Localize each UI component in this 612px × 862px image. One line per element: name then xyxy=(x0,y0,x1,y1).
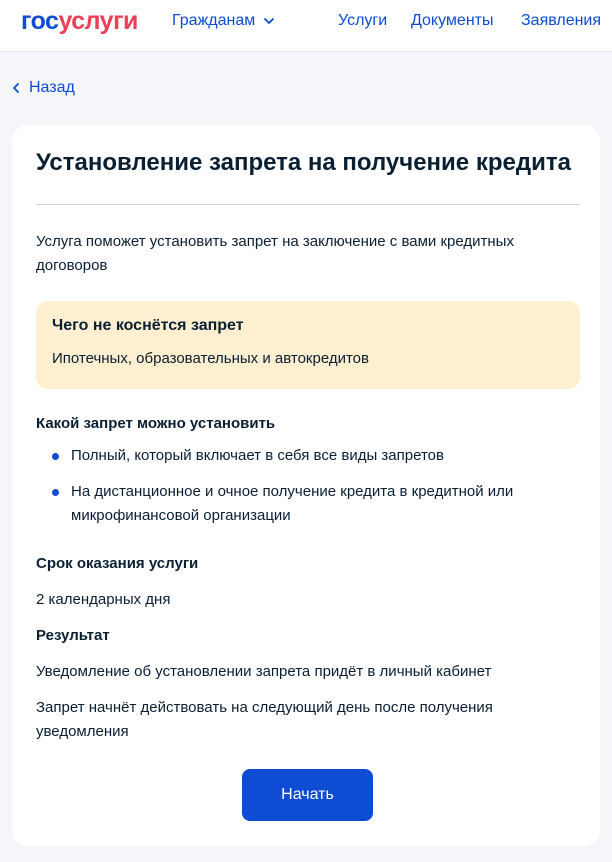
page-title: Установление запрета на получение кредита xyxy=(36,149,571,176)
list-item-text: Полный, который включает в себя все виды запретов xyxy=(71,447,444,464)
citizens-menu[interactable] xyxy=(172,12,275,30)
logo-part-uslugi: услуги xyxy=(58,7,138,35)
bullet-dot-icon xyxy=(52,489,59,496)
top-header xyxy=(0,0,612,52)
back-link[interactable] xyxy=(12,79,75,97)
result-line-2: Запрет начнёт действовать на следующий день после получения уведомления xyxy=(36,699,493,740)
service-description: Услуга поможет установить запрет на заключение с вами кредитных договоров xyxy=(36,233,514,274)
term-value: 2 календарных дня xyxy=(36,591,171,608)
ban-types-heading: Какой запрет можно установить xyxy=(36,415,276,432)
list-item xyxy=(36,480,556,528)
service-card xyxy=(12,125,600,846)
term-heading: Срок оказания услуги xyxy=(36,555,199,572)
notice-title: Чего не коснётся запрет xyxy=(52,317,244,334)
ban-types-list xyxy=(36,444,556,540)
nav-applications[interactable]: Заявления xyxy=(521,12,602,29)
result-heading: Результат xyxy=(36,627,110,644)
logo-part-gos: гос xyxy=(21,7,59,35)
result-line-1: Уведомление об установлении запрета придёт в личный кабинет xyxy=(36,663,492,680)
back-link-label: Назад xyxy=(29,79,75,96)
title-divider xyxy=(36,204,580,205)
start-button[interactable]: Начать xyxy=(242,769,373,821)
list-item-text: На дистанционное и очное получение кредита в кредитной или микрофинансовой организации xyxy=(71,483,514,524)
notice-text: Ипотечных, образовательных и автокредитов xyxy=(52,350,369,367)
chevron-down-icon xyxy=(263,15,275,27)
nav-documents[interactable]: Документы xyxy=(411,12,494,29)
citizens-menu-label: Гражданам xyxy=(172,12,256,29)
list-item xyxy=(36,444,556,468)
chevron-left-icon xyxy=(12,82,20,94)
nav-services[interactable]: Услуги xyxy=(338,12,388,29)
bullet-dot-icon xyxy=(52,453,59,460)
notice-box xyxy=(36,301,580,389)
gosuslugi-logo[interactable] xyxy=(21,7,138,36)
